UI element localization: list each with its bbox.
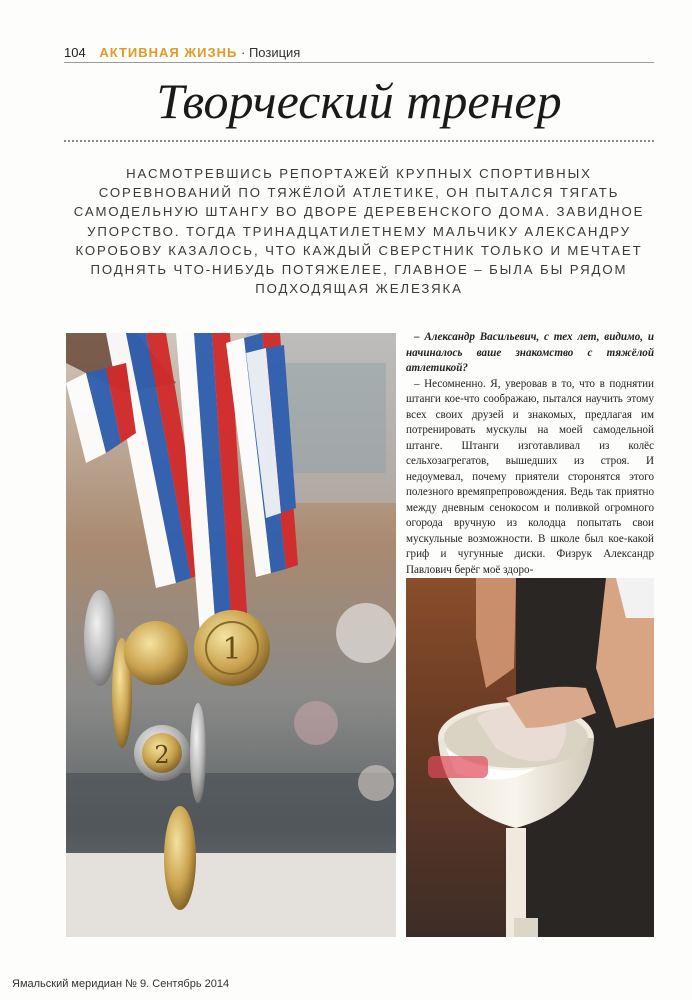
section-title: АКТИВНАЯ ЖИЗНЬ	[99, 45, 238, 60]
lead-paragraph: НАСМОТРЕВШИСЬ РЕПОРТАЖЕЙ КРУПНЫХ СПОРТИВНЫХ СОРЕВНОВАНИЙ ПО ТЯЖЁЛОЙ АТЛЕТИКЕ, ОН ПЫТАЛСЯ ТЯГАТЬ САМОДЕЛЬНУЮ ШТАНГУ ВО ДВОРЕ ДЕРЕВЕНСКОГО ДОМА. ЗАВИДНОЕ УПОРСТВО. ТОГДА ТРИНАДЦАТИЛЕТНЕМУ МАЛЬЧИКУ АЛЕКСАНДРУ КОРОБОВУ КАЗАЛОСЬ, ЧТО КАЖДЫЙ СВЕРСТНИК ТОЛЬКО И МЕЧТАЕТ ПОДНЯТЬ ЧТО-НИБУДЬ ПОТЯЖЕЛЕЕ, ГЛАВНОЕ – БЫЛА БЫ РЯДОМ ПОДХОДЯЩАЯ ЖЕЛЕЗЯКА	[73, 166, 645, 297]
title-divider	[64, 140, 654, 142]
header-separator: ·	[240, 45, 246, 60]
article-title: Творческий тренер	[156, 73, 562, 129]
article-text	[406, 330, 654, 578]
medal-number-2: 2	[154, 741, 170, 769]
interview-answer: – Несомненно. Я, уверовав в то, что в поднятии штанги кое-что соображаю, пытался научить этому всех своих друзей и знакомых, предлагая им потренировать мускулы на моей самодельной штанге. Штанги изготавливал из колёс сельхозагрегатов, вышедших из строя. И недоумевал, почему приятели сторонятся этого полезного времяпрепровождения. Ведь так приятно между дневным сенокосом и поливкой огромного огорода вручную из колодца попытать свои мускульные возможности. В школе был кое-какой гриф и чугунные диски. Физрук Александр Павлович берёг моё здоро-	[406, 377, 654, 576]
page-footer: Ямальский меридиан № 9. Сентябрь 2014	[12, 978, 230, 990]
interview-question: – Александр Васильевич, с тех лет, видимо, и начиналось ваше знакомство с тяжёлой атлетикой?	[406, 331, 654, 374]
page-number: 104	[64, 45, 86, 60]
medals-photo	[66, 333, 396, 937]
subsection-title: Позиция	[248, 45, 301, 60]
chalk-bowl-photo	[406, 578, 654, 937]
medal-number-1: 1	[222, 632, 242, 667]
page-header	[64, 44, 654, 63]
